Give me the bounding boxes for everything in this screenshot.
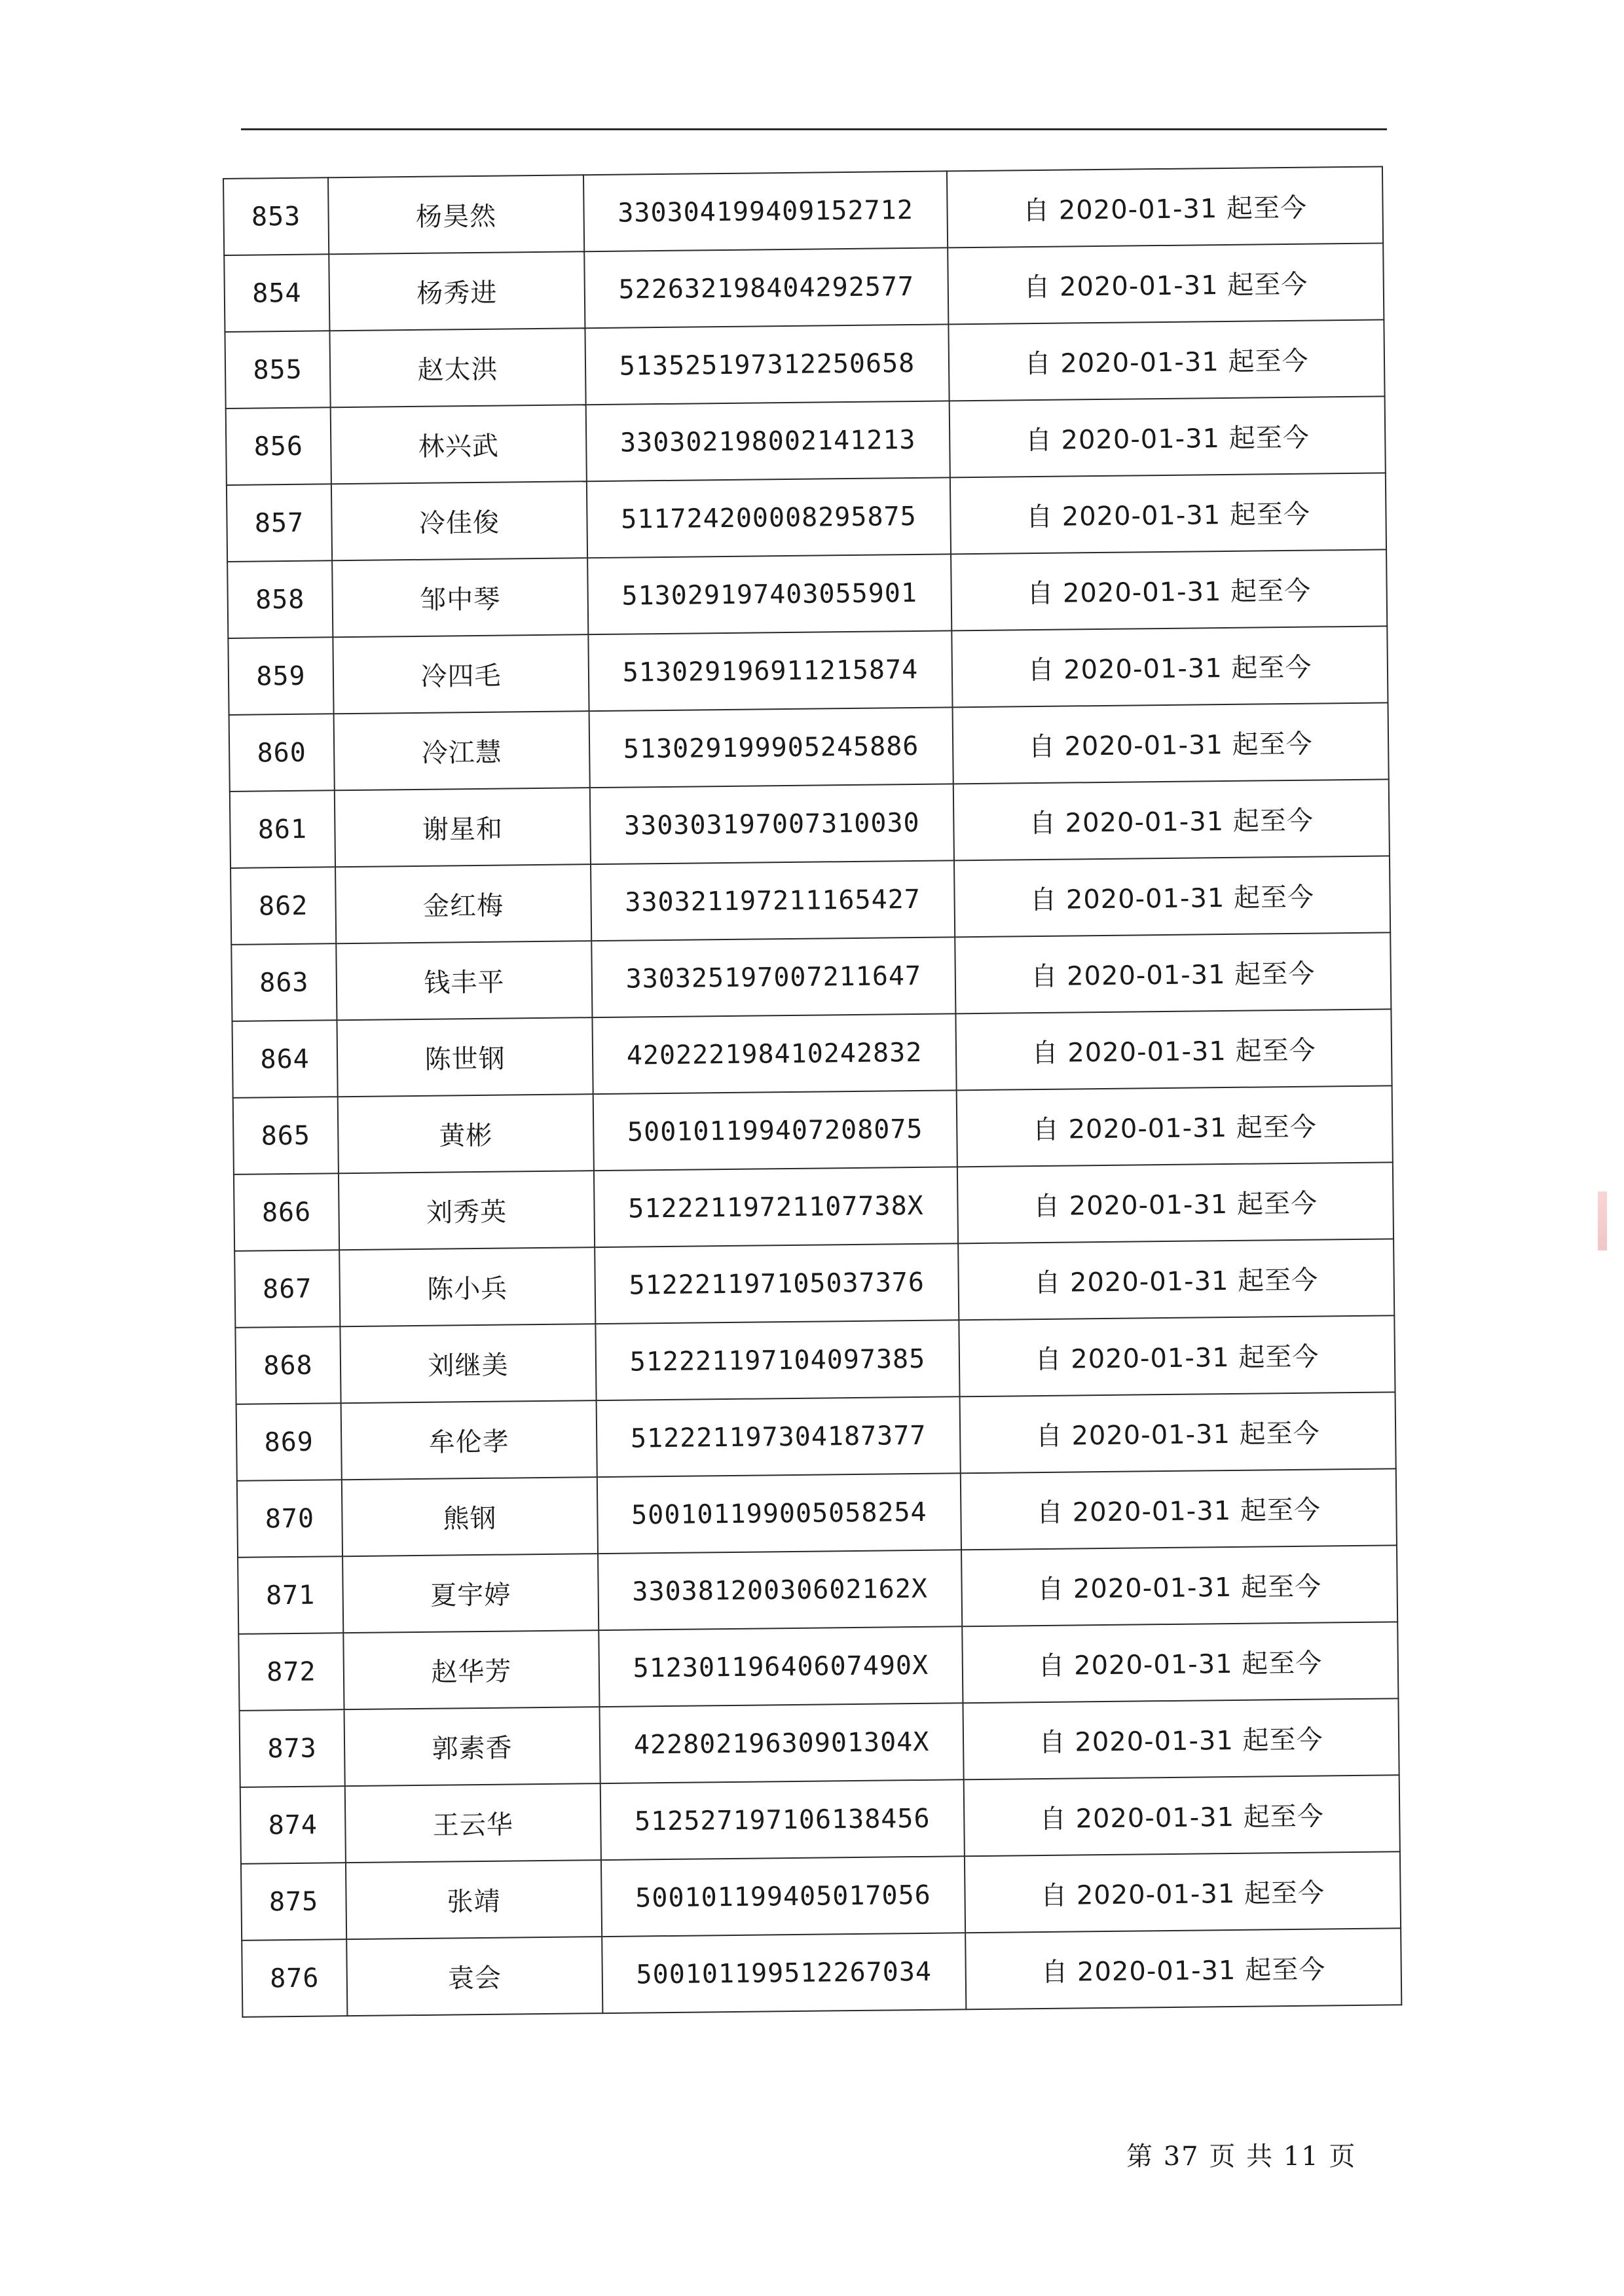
person-name: 陈世钢 [337,1017,593,1097]
id-number: 420222198410242832 [592,1013,956,1094]
person-name: 刘继美 [340,1324,596,1403]
person-name: 杨昊然 [328,175,584,254]
row-number: 865 [233,1097,339,1175]
id-number: 513029197403055901 [587,554,951,634]
table-row [223,166,1383,255]
id-number: 330304199409152712 [583,171,948,251]
coverage-period: 自 2020-01-31 起至今 [958,1239,1394,1320]
coverage-period: 自 2020-01-31 起至今 [961,1545,1397,1626]
table-row [241,1851,1401,1941]
id-number: 512221197105037376 [595,1243,959,1324]
coverage-period: 自 2020-01-31 起至今 [955,1009,1392,1090]
coverage-period: 自 2020-01-31 起至今 [953,702,1389,784]
coverage-period: 自 2020-01-31 起至今 [955,932,1391,1013]
id-number: 330325197007211647 [591,937,955,1017]
coverage-period: 自 2020-01-31 起至今 [965,1928,1401,2009]
coverage-period: 自 2020-01-31 起至今 [964,1775,1400,1856]
id-number: 42280219630901304X [599,1703,963,1783]
table-row [224,243,1384,332]
id-number: 33038120030602162X [598,1550,962,1630]
person-name: 冷江慧 [334,711,590,790]
person-name: 赵太洪 [329,328,585,407]
coverage-period: 自 2020-01-31 起至今 [951,549,1387,630]
person-name: 林兴武 [331,405,587,484]
coverage-period: 自 2020-01-31 起至今 [953,779,1390,860]
person-name: 熊钢 [342,1477,598,1556]
row-number: 874 [240,1786,346,1864]
person-name: 袁会 [346,1937,602,2016]
coverage-period: 自 2020-01-31 起至今 [951,626,1388,707]
person-name: 夏宇婷 [342,1554,599,1633]
table-row [230,779,1390,868]
table-row [227,473,1386,562]
row-number: 864 [232,1020,337,1098]
row-number: 854 [224,254,329,332]
id-number: 512221197304187377 [597,1396,961,1477]
table-row [240,1698,1399,1787]
table-row [235,1315,1395,1404]
coverage-period: 自 2020-01-31 起至今 [948,319,1384,401]
table-row [238,1545,1397,1634]
id-number: 512221197104097385 [595,1320,959,1400]
table-row [231,856,1390,945]
row-number: 867 [234,1250,340,1328]
row-number: 875 [241,1863,346,1941]
seal-edge-mark [1598,1192,1607,1250]
row-number: 868 [235,1326,341,1404]
row-number: 861 [230,790,335,868]
id-number: 500101199512267034 [602,1933,966,2013]
table-row [228,626,1388,715]
coverage-period: 自 2020-01-31 起至今 [947,166,1383,247]
row-number: 873 [240,1709,345,1787]
id-number: 513029199905245886 [589,707,953,788]
record-table-body [223,166,1401,2016]
coverage-period: 自 2020-01-31 起至今 [963,1698,1399,1779]
coverage-period: 自 2020-01-31 起至今 [954,856,1390,937]
id-number: 511724200008295875 [587,477,951,558]
coverage-period: 自 2020-01-31 起至今 [950,473,1386,554]
person-name: 黄彬 [338,1094,594,1173]
coverage-period: 自 2020-01-31 起至今 [965,1851,1401,1933]
table-row [229,702,1389,792]
id-number: 330321197211165427 [591,860,955,941]
table-row [232,1009,1392,1098]
id-number: 500101199405017056 [601,1856,965,1937]
table-row [234,1239,1394,1328]
person-name: 金红梅 [335,864,591,943]
table-row [237,1468,1397,1558]
table-row [233,1085,1393,1175]
header-rule [241,128,1387,130]
table-row [236,1392,1396,1481]
id-number: 513525197312250658 [585,324,949,405]
row-number: 859 [228,637,333,715]
table-row [234,1162,1393,1251]
person-name: 赵华芳 [343,1630,599,1709]
row-number: 855 [225,331,330,409]
coverage-period: 自 2020-01-31 起至今 [957,1162,1393,1243]
id-number: 500101199407208075 [593,1090,957,1171]
row-number: 863 [231,943,337,1021]
coverage-period: 自 2020-01-31 起至今 [962,1622,1398,1703]
coverage-period: 自 2020-01-31 起至今 [959,1315,1395,1396]
row-number: 876 [242,1939,347,2017]
coverage-period: 自 2020-01-31 起至今 [961,1468,1397,1550]
row-number: 853 [223,177,329,255]
person-name: 牟伦孝 [341,1400,597,1480]
person-name: 邹中琴 [332,558,588,637]
id-number: 512527197106138456 [600,1779,965,1860]
row-number: 857 [227,484,332,562]
table-row [226,396,1386,485]
person-name: 冷佳俊 [331,481,587,560]
row-number: 858 [227,560,333,638]
id-number: 330302198002141213 [586,401,950,481]
id-number: 522632198404292577 [584,247,948,328]
person-name: 杨秀进 [329,251,585,331]
coverage-period: 自 2020-01-31 起至今 [960,1392,1396,1473]
page-number: 第 37 页 共 11 页 [1126,2141,1357,2172]
table-row [227,549,1387,638]
id-number: 500101199005058254 [597,1473,961,1554]
table-row [238,1622,1398,1711]
id-number: 513029196911215874 [588,630,952,711]
person-name: 刘秀英 [339,1171,595,1250]
row-number: 871 [238,1556,343,1634]
row-number: 862 [231,867,336,945]
table-row [231,932,1391,1021]
person-name: 冷四毛 [333,634,589,714]
row-number: 860 [229,714,335,792]
coverage-period: 自 2020-01-31 起至今 [957,1085,1393,1167]
row-number: 869 [236,1403,342,1481]
coverage-period: 自 2020-01-31 起至今 [948,243,1384,324]
row-number: 870 [237,1480,342,1558]
record-table [223,166,1402,2017]
table-row [240,1775,1400,1864]
person-name: 钱丰平 [336,941,592,1020]
table-row [242,1928,1401,2017]
id-number: 330303197007310030 [590,784,954,864]
table-row [225,319,1384,409]
id-number: 51230119640607490X [599,1626,963,1707]
person-name: 郭素香 [344,1707,600,1786]
person-name: 陈小兵 [339,1247,595,1326]
person-name: 张靖 [346,1860,602,1939]
row-number: 866 [234,1173,339,1251]
person-name: 王云华 [345,1783,601,1863]
id-number: 51222119721107738X [594,1167,958,1247]
person-name: 谢星和 [335,788,591,867]
coverage-period: 自 2020-01-31 起至今 [950,396,1386,477]
row-number: 872 [238,1633,344,1711]
row-number: 856 [226,407,331,485]
